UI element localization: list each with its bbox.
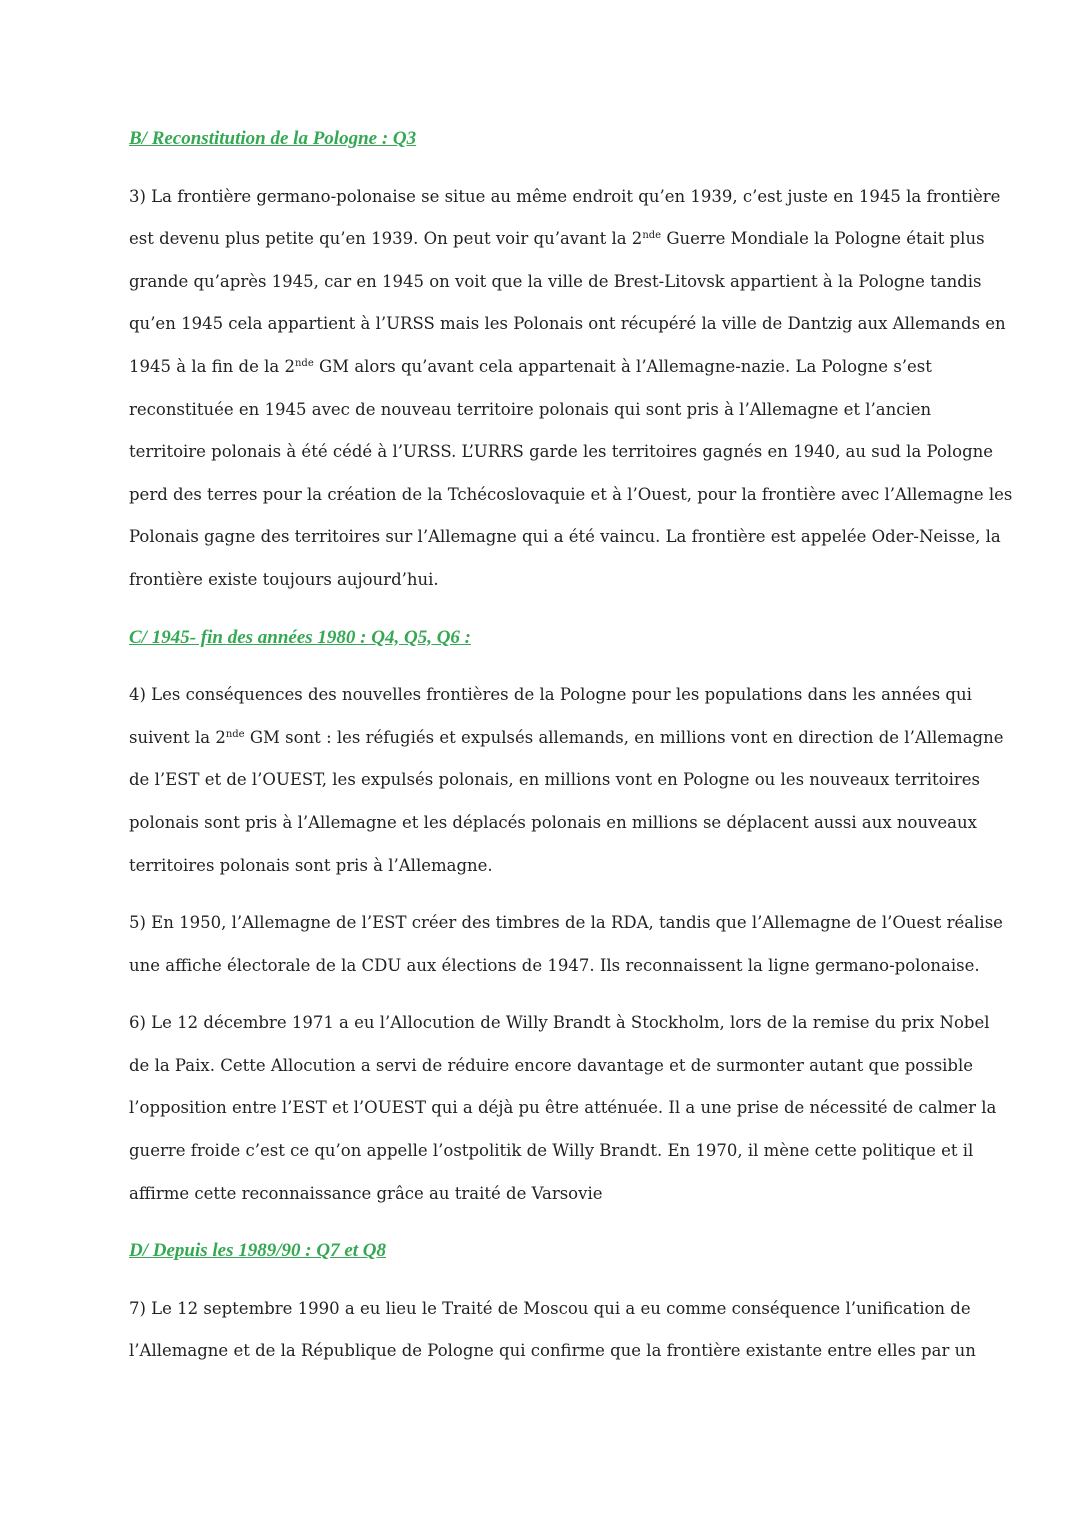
text-segment: guerre froide c’est ce qu’on appelle l’ostpolitik de Willy Brandt. En 1970, il mène cette politique et il: [129, 1141, 974, 1161]
text-segment: 4) Les conséquences des nouvelles frontières de la Pologne pour les populations dans les années qui: [129, 685, 972, 705]
text-segment: l’Allemagne et de la République de Pologne qui confirme que la frontière existante entre elles par un: [129, 1341, 976, 1361]
text-line: [129, 261, 982, 304]
text-line: [129, 559, 959, 602]
text-line: [129, 902, 1003, 945]
text-segment: suivent la 2: [129, 727, 226, 747]
text-line: [129, 1288, 971, 1331]
text-segment: de la Paix. Cette Allocution a servi de réduire encore davantage et de surmonter autant que possible: [129, 1055, 974, 1075]
text-segment: affirme cette reconnaissance grâce au traité de Varsovie: [129, 1183, 603, 1203]
text-line: [129, 717, 1004, 760]
text-segment: frontière existe toujours aujourd’hui.: [129, 569, 439, 589]
text-segment: Polonais gagne des territoires sur l’Allemagne qui a été vaincu. La frontière est appelée Oder-Neisse, la: [129, 527, 1001, 547]
paragraph: [129, 1002, 997, 1215]
text-segment: 3) La frontière germano-polonaise se situe au même endroit qu’en 1939, c’est juste en 1945 la frontière: [129, 186, 1001, 206]
text-segment: reconstituée en 1945 avec de nouveau territoire polonais qui sont pris à l’Allemagne et l’ancien: [129, 399, 932, 419]
superscript: nde: [294, 357, 314, 369]
paragraph: [129, 674, 1004, 887]
section-heading: D/ Depuis les 1989/90 : Q7 et Q8: [129, 1240, 387, 1262]
text-line: [129, 176, 1001, 219]
text-line: [129, 1002, 990, 1045]
text-line: [129, 516, 1001, 559]
text-line: [129, 431, 994, 474]
text-line: [129, 303, 1006, 346]
text-segment: territoires polonais sont pris à l’Allemagne.: [129, 855, 493, 875]
text-segment: 1945 à la fin de la 2: [129, 356, 295, 376]
text-segment: Guerre Mondiale la Pologne était plus: [661, 229, 985, 249]
text-segment: GM alors qu’avant cela appartenait à l’Allemagne-nazie. La Pologne s’est: [313, 356, 932, 376]
text-segment: une affiche électorale de la CDU aux élections de 1947. Ils reconnaissent la ligne germano-polonaise.: [129, 955, 980, 975]
paragraph: [129, 176, 1013, 602]
text-segment: polonais sont pris à l’Allemagne et les déplacés polonais en millions se déplacent aussi aux nouveaux: [129, 812, 977, 832]
text-line: [129, 218, 985, 261]
text-line: [129, 474, 1013, 517]
text-line: [129, 1130, 974, 1173]
superscript: nde: [225, 728, 245, 740]
text-segment: l’opposition entre l’EST et l’OUEST qui a déjà pu être atténuée. Il a une prise de nécessité de calmer la: [129, 1098, 997, 1118]
paragraph: [129, 1288, 976, 1373]
text-line: [129, 759, 981, 802]
text-line: [129, 1173, 959, 1216]
text-line: [129, 1330, 976, 1373]
superscript: nde: [642, 230, 662, 242]
text-segment: GM sont : les réfugiés et expulsés allemands, en millions vont en direction de l’Allemagne: [244, 727, 1004, 747]
text-line: [129, 1045, 974, 1088]
text-segment: 6) Le 12 décembre 1971 a eu l’Allocution de Willy Brandt à Stockholm, lors de la remise du prix Nobel: [129, 1013, 990, 1033]
paragraph: [129, 902, 1003, 987]
text-segment: territoire polonais à été cédé à l’URSS. L’URRS garde les territoires gagnés en 1940, au sud la Pologne: [129, 442, 994, 462]
section-heading: B/ Reconstitution de la Pologne : Q3: [129, 128, 417, 149]
text-line: [129, 945, 980, 988]
text-segment: qu’en 1945 cela appartient à l’URSS mais les Polonais ont récupéré la ville de Dantzig aux Allemands en: [129, 314, 1006, 334]
section-heading: C/ 1945- fin des années 1980 : Q4, Q5, Q6 :: [129, 626, 471, 648]
text-segment: perd des terres pour la création de la Tchécoslovaquie et à l’Ouest, pour la frontière avec l’Allemagne les: [129, 484, 1013, 504]
text-segment: est devenu plus petite qu’en 1939. On peut voir qu’avant la 2: [129, 229, 643, 249]
text-line: [129, 802, 977, 845]
document-page: [129, 118, 1013, 1388]
text-line: [129, 674, 972, 717]
text-segment: de l’EST et de l’OUEST, les expulsés polonais, en millions vont en Pologne ou les nouveaux territoires: [129, 770, 981, 790]
text-line: [129, 845, 959, 888]
text-line: [129, 1087, 997, 1130]
text-segment: 5) En 1950, l’Allemagne de l’EST créer des timbres de la RDA, tandis que l’Allemagne de l’Ouest réalise: [129, 913, 1003, 933]
text-line: [129, 389, 959, 432]
text-segment: 7) Le 12 septembre 1990 a eu lieu le Traité de Moscou qui a eu comme conséquence l’unification de: [129, 1298, 971, 1318]
text-segment: grande qu’après 1945, car en 1945 on voit que la ville de Brest-Litovsk appartient à la Pologne tandis: [129, 271, 982, 291]
text-line: [129, 346, 959, 389]
